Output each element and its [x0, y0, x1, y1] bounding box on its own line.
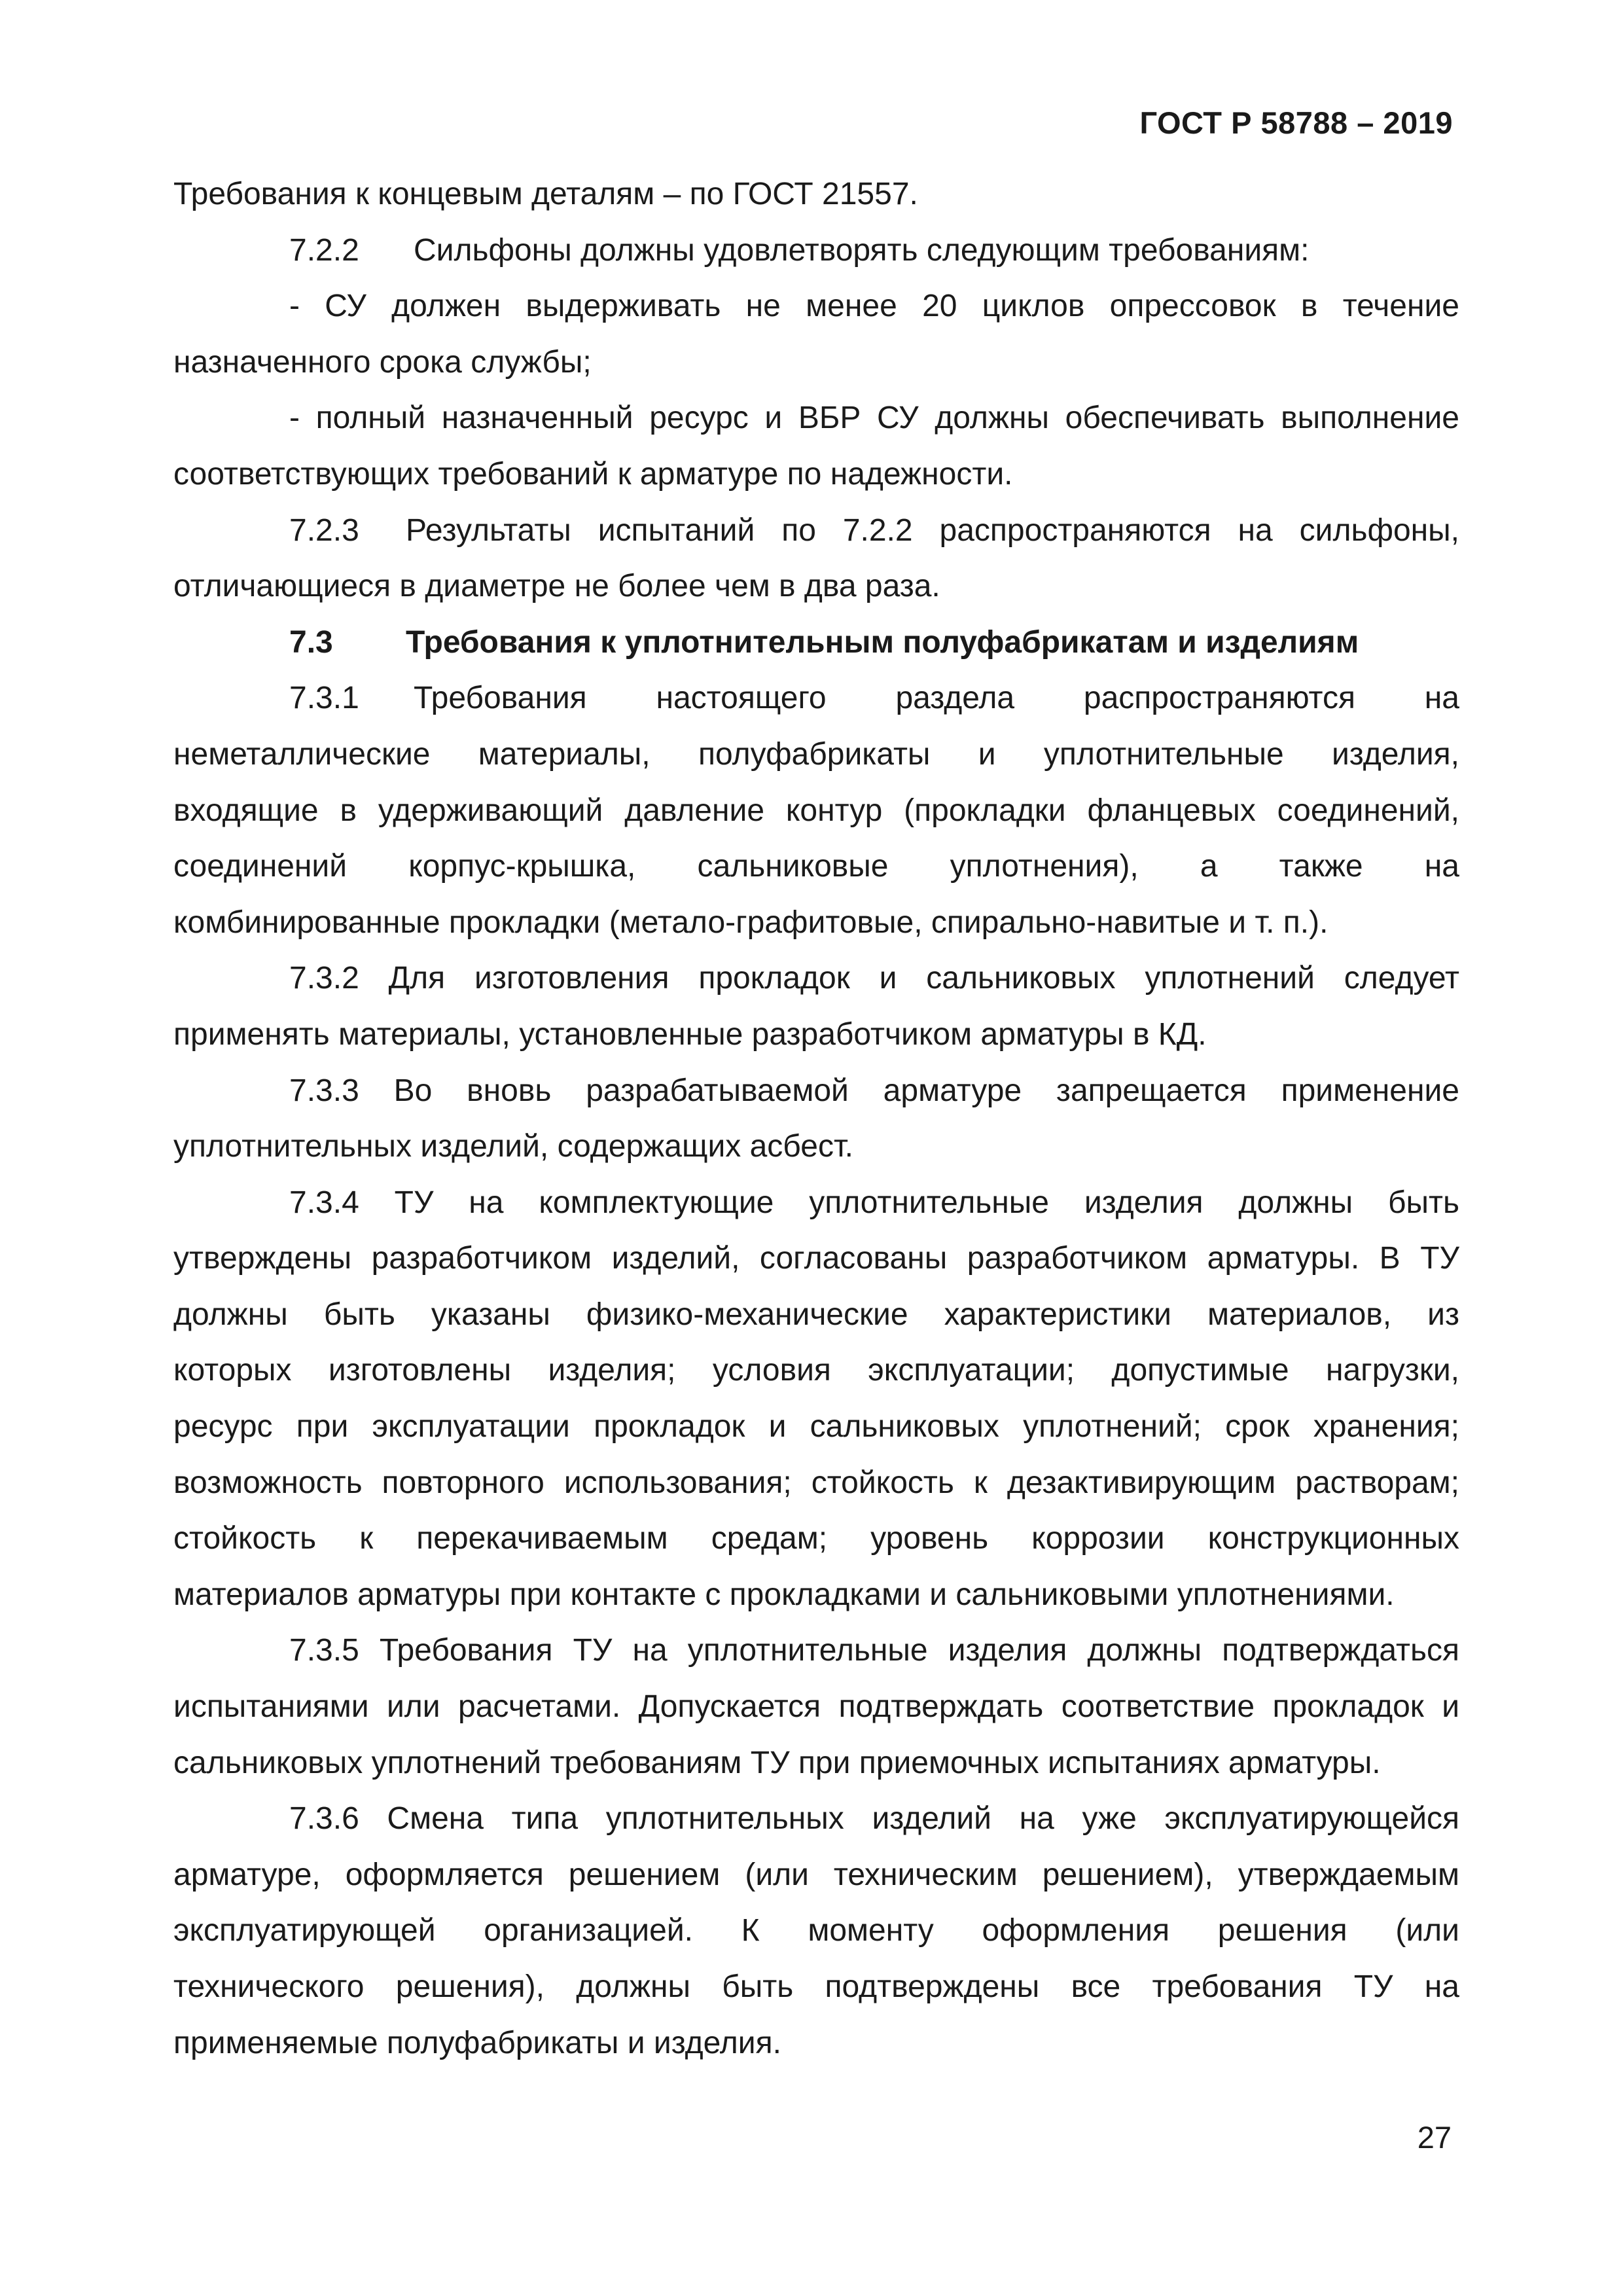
text-line: утверждены разработчиком изделий, согласованы разработчиком арматуры. В ТУ: [173, 1241, 1459, 1276]
text-line: ресурс при эксплуатации прокладок и сальниковых уплотнений; срок хранения;: [173, 1409, 1459, 1444]
text-line: - полный назначенный ресурс и ВБР СУ должны обеспечивать выполнение: [289, 401, 1459, 436]
clause-number: 7.2.3: [289, 512, 359, 548]
text-line: сальниковых уплотнений требованиям ТУ при приемочных испытаниях арматуры.: [173, 1745, 1381, 1780]
document-body: [173, 166, 1459, 2071]
text-line: материалов арматуры при контакте с прокладками и сальниковыми уплотнениями.: [173, 1577, 1395, 1612]
text-line: входящие в удерживающий давление контур (прокладки фланцевых соединений,: [173, 793, 1459, 828]
clause-text: Результаты испытаний по 7.2.2 распространяются на сильфоны,: [406, 512, 1459, 548]
clause-text: Требования настоящего раздела распространяются на: [414, 681, 1459, 716]
text-line: назначенного срока службы;: [173, 344, 592, 380]
text-line: 7.3.6 Смена типа уплотнительных изделий на уже эксплуатирующейся: [289, 1801, 1459, 1837]
text-line: должны быть указаны физико-механические характеристики материалов, из: [173, 1297, 1459, 1332]
text-line: 7.3.2 Для изготовления прокладок и сальниковых уплотнений следует: [289, 961, 1459, 996]
text-line: комбинированные прокладки (метало-графитовые, спирально-навитые и т. п.).: [173, 905, 1329, 940]
clause-number: 7.2.2: [289, 232, 359, 268]
text-line: отличающиеся в диаметре не более чем в два раза.: [173, 569, 940, 604]
text-line: неметаллические материалы, полуфабрикаты и уплотнительные изделия,: [173, 736, 1459, 772]
section-heading-7-3: [173, 615, 1459, 671]
text-line: которых изготовлены изделия; условия эксплуатации; допустимые нагрузки,: [173, 1353, 1459, 1388]
clause-text: Сильфоны должны удовлетворять следующим требованиям:: [414, 232, 1310, 268]
text-line: возможность повторного использования; стойкость к дезактивирующим растворам;: [173, 1465, 1459, 1500]
text-line: 7.3.3 Во вновь разрабатываемой арматуре запрещается применение: [289, 1073, 1459, 1108]
text-line: 7.3.5 Требования ТУ на уплотнительные изделия должны подтверждаться: [289, 1633, 1459, 1668]
text-line: стойкость к перекачиваемым средам; уровень коррозии конструкционных: [173, 1521, 1459, 1556]
text-line: Требования к концевым деталям – по ГОСТ 21557.: [173, 177, 918, 211]
text-line: применять материалы, установленные разработчиком арматуры в КД.: [173, 1016, 1207, 1052]
text-line: - СУ должен выдерживать не менее 20 циклов опрессовок в течение: [289, 289, 1459, 324]
text-line: технического решения), должны быть подтверждены все требования ТУ на: [173, 1969, 1459, 2004]
page-number: 27: [1417, 2120, 1452, 2155]
clause-7-2-3: [173, 503, 1459, 559]
text-line: применяемые полуфабрикаты и изделия.: [173, 2025, 781, 2060]
clause-number: 7.3.1: [289, 681, 359, 716]
text-line: соединений корпус-крышка, сальниковые уплотнения), а также на: [173, 849, 1459, 884]
text-line: 7.3.4 ТУ на комплектующие уплотнительные изделия должны быть: [289, 1185, 1459, 1220]
text-line: эксплуатирующей организацией. К моменту оформления решения (или: [173, 1913, 1459, 1948]
text-line: соответствующих требований к арматуре по надежности.: [173, 456, 1013, 492]
section-title: Требования к уплотнительным полуфабрикатам и изделиям: [406, 624, 1359, 660]
document-code-header: ГОСТ Р 58788 – 2019: [1139, 105, 1453, 140]
clause-7-3-1: [173, 670, 1459, 726]
text-line: испытаниями или расчетами. Допускается подтверждать соответствие прокладок и: [173, 1689, 1459, 1725]
text-line: арматуре, оформляется решением (или техническим решением), утверждаемым: [173, 1857, 1459, 1892]
text-line: уплотнительных изделий, содержащих асбест.: [173, 1129, 853, 1164]
clause-7-2-2: [173, 223, 1459, 279]
section-number: 7.3: [289, 624, 333, 660]
